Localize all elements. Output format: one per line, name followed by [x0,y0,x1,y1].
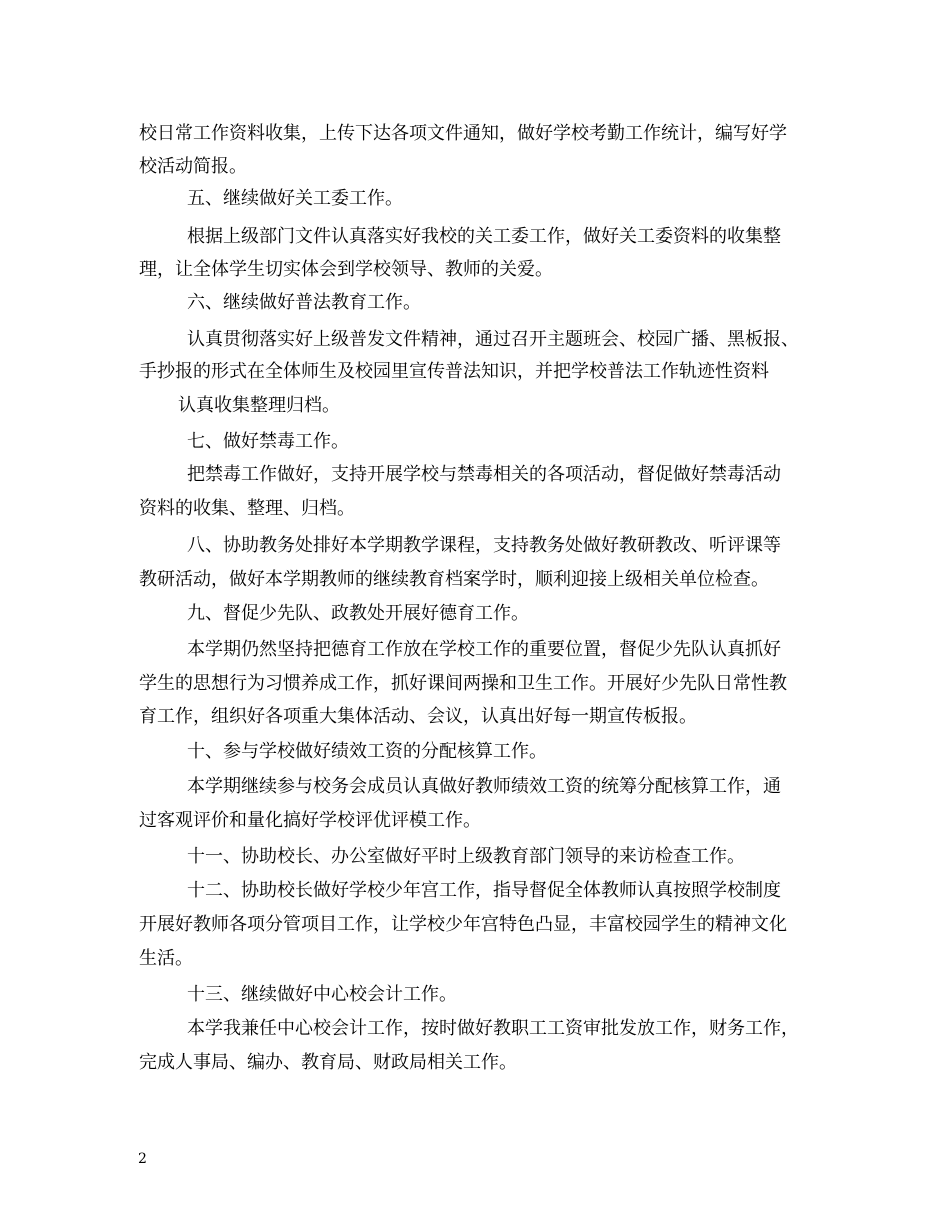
text-line: 校日常工作资料收集，上传下达各项文件通知，做好学校考勤工作统计，编写好学 [139,123,787,144]
text-line: 过客观评价和量化搞好学校评优评模工作。 [139,810,481,831]
text-line: 资料的收集、整理、归档。 [139,498,355,519]
text-line: 认真收集整理归档。 [178,395,340,416]
section-heading: 十三、继续做好中心校会计工作。 [187,984,457,1005]
text-line: 本学期继续参与校务会成员认真做好教师绩效工资的统筹分配核算工作，通 [187,776,781,797]
text-line: 本学期仍然坚持把德育工作放在学校工作的重要位置，督促少先队认真抓好 [187,639,781,660]
section-heading: 十、参与学校做好绩效工资的分配核算工作。 [187,741,547,762]
section-heading: 十一、协助校长、办公室做好平时上级教育部门领导的来访检查工作。 [187,846,745,867]
text-line: 育工作，组织好各项重大集体活动、会议，认真出好每一期宣传板报。 [139,706,697,727]
text-line: 本学我兼任中心校会计工作，按时做好教职工工资审批发放工作，财务工作， [187,1018,799,1039]
page-number: 2 [138,1151,147,1167]
text-line: 认真贯彻落实好上级普发文件精神，通过召开主题班会、校园广播、黑板报、 [187,329,799,350]
text-line: 十二、协助校长做好学校少年宫工作，指导督促全体教师认真按照学校制度 [187,880,781,901]
section-heading: 九、督促少先队、政教处开展好德育工作。 [187,603,529,624]
text-line: 教研活动，做好本学期教师的继续教育档案学时，顺利迎接上级相关单位检查。 [139,569,769,590]
text-line: 开展好教师各项分管项目工作，让学校少年宫特色凸显，丰富校园学生的精神文化 [139,914,787,935]
text-line: 把禁毒工作做好，支持开展学校与禁毒相关的各项活动，督促做好禁毒活动 [187,464,781,485]
text-line: 八、协助教务处排好本学期教学课程，支持教务处做好教研教改、听评课等 [187,535,781,556]
text-line: 生活。 [139,948,193,969]
text-line: 理，让全体学生切实体会到学校领导、教师的关爱。 [139,259,553,280]
text-line: 校活动简报。 [139,156,247,177]
text-line: 根据上级部门文件认真落实好我校的关工委工作，做好关工委资料的收集整 [187,226,781,247]
text-line: 学生的思想行为习惯养成工作，抓好课间两操和卫生工作。开展好少先队日常性教 [139,673,787,694]
section-heading: 五、继续做好关工委工作。 [187,188,403,209]
section-heading: 七、做好禁毒工作。 [187,431,349,452]
text-line: 完成人事局、编办、教育局、财政局相关工作。 [139,1052,517,1073]
text-line: 手抄报的形式在全体师生及校园里宣传普法知识，并把学校普法工作轨迹性资料 [139,361,769,382]
section-heading: 六、继续做好普法教育工作。 [187,292,421,313]
